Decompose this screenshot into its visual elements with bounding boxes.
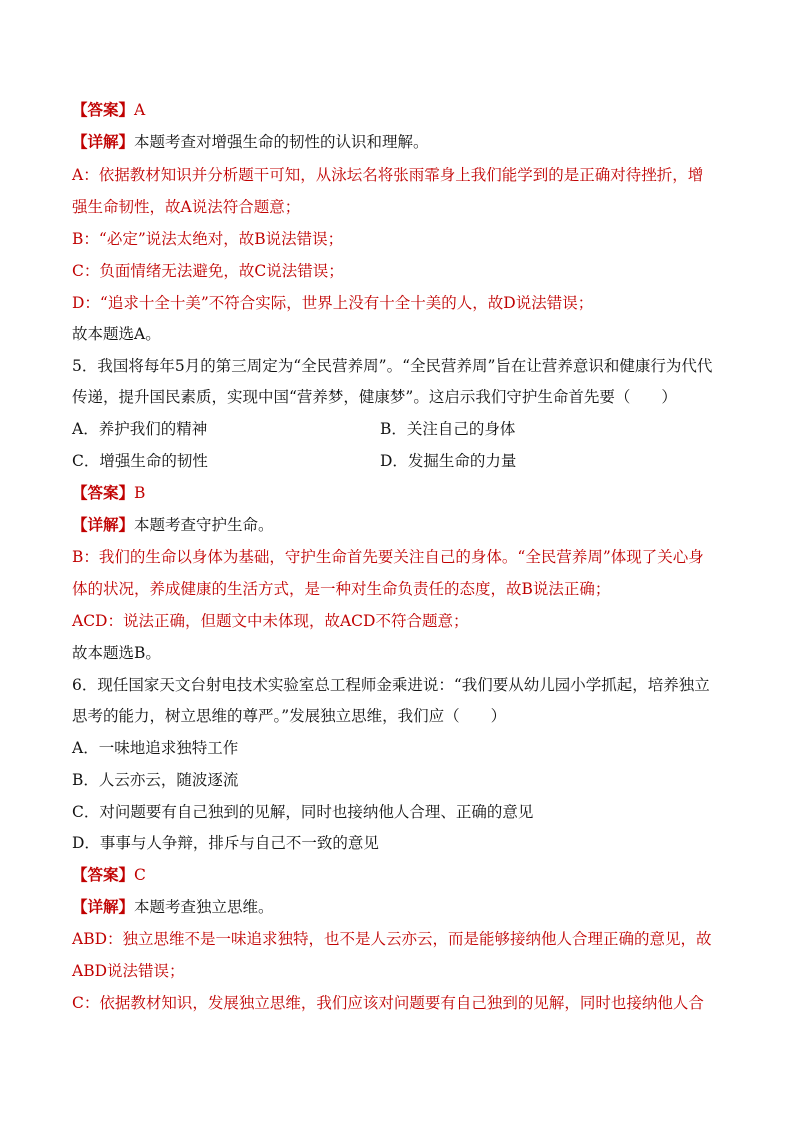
question-stem: 传递，提升国民素质，实现中国“营养梦，健康梦”。这启示我们守护生命首先要（ ） [72, 388, 677, 406]
detail-tag: 【详解】 [72, 515, 135, 534]
explanation-line: B：我们的生命以身体为基础，守护生命首先要关注自己的身体。“全民营养周”体现了关心身 [72, 548, 704, 566]
answer-tag: 【答案】 [72, 100, 135, 119]
detail-text: 本题考查独立思维。 [134, 898, 274, 916]
detail-tag: 【详解】 [72, 897, 135, 916]
answer-tag: 【答案】 [72, 865, 135, 884]
explanation-line: 强生命韧性，故A说法符合题意； [72, 198, 301, 216]
question-stem: 5．我国将每年5月的第三周定为“全民营养周”。“全民营养周”旨在让营养意识和健康行为代代 [72, 357, 713, 375]
explanation-line: ACD：说法正确，但题文中未体现，故ACD不符合题意； [72, 612, 469, 630]
detail-line [72, 131, 732, 153]
option-d: D．事事与人争辩，排斥与自己不一致的意见 [72, 834, 379, 852]
option-b: B．关注自己的身体 [380, 420, 516, 438]
explanation-line: ABD：独立思维不是一味追求独特，也不是人云亦云，而是能够接纳他人合理正确的意见，故 [72, 930, 712, 948]
detail-text: 本题考查对增强生命的韧性的认识和理解。 [134, 133, 429, 151]
conclusion-line: 故本题选A。 [72, 325, 161, 343]
answer-line [72, 482, 732, 504]
explanation-line: C：依据教材知识，发展独立思维，我们应该对问题要有自己独到的见解，同时也接纳他人合 [72, 994, 704, 1012]
answer-value: C [134, 866, 146, 884]
option-d: D．发掘生命的力量 [380, 452, 517, 470]
detail-line [72, 514, 732, 536]
answer-value: A [134, 101, 146, 119]
option-c: C．增强生命的韧性 [72, 452, 208, 470]
explanation-line: B：“必定”说法太绝对，故B说法错误； [72, 230, 344, 248]
answer-line [72, 99, 732, 121]
explanation-line: C：负面情绪无法避免，故C说法错误； [72, 262, 344, 280]
detail-text: 本题考查守护生命。 [134, 516, 274, 534]
option-a: A．养护我们的精神 [72, 420, 208, 438]
explanation-line: D：“追求十全十美”不符合实际，世界上没有十全十美的人，故D说法错误； [72, 294, 594, 312]
option-b: B．人云亦云，随波逐流 [72, 771, 239, 789]
answer-tag: 【答案】 [72, 483, 135, 502]
explanation-line: ABD说法错误； [72, 962, 185, 980]
detail-line [72, 896, 732, 918]
option-a: A．一味地追求独特工作 [72, 739, 239, 757]
option-c: C．对问题要有自己独到的见解，同时也接纳他人合理、正确的意见 [72, 803, 534, 821]
question-stem: 思考的能力，树立思维的尊严。”发展独立思维，我们应（ ） [72, 707, 507, 725]
detail-tag: 【详解】 [72, 132, 135, 151]
answer-line [72, 864, 732, 886]
conclusion-line: 故本题选B。 [72, 644, 161, 662]
answer-value: B [134, 484, 146, 502]
explanation-line: A：依据教材知识并分析题干可知，从泳坛名将张雨霏身上我们能学到的是正确对待挫折，增 [72, 166, 704, 184]
explanation-line: 体的状况，养成健康的生活方式，是一种对生命负责任的态度，故B说法正确； [72, 580, 611, 598]
question-stem: 6．现任国家天文台射电技术实验室总工程师金乘进说：“我们要从幼儿园小学抓起，培养独立 [72, 676, 710, 694]
